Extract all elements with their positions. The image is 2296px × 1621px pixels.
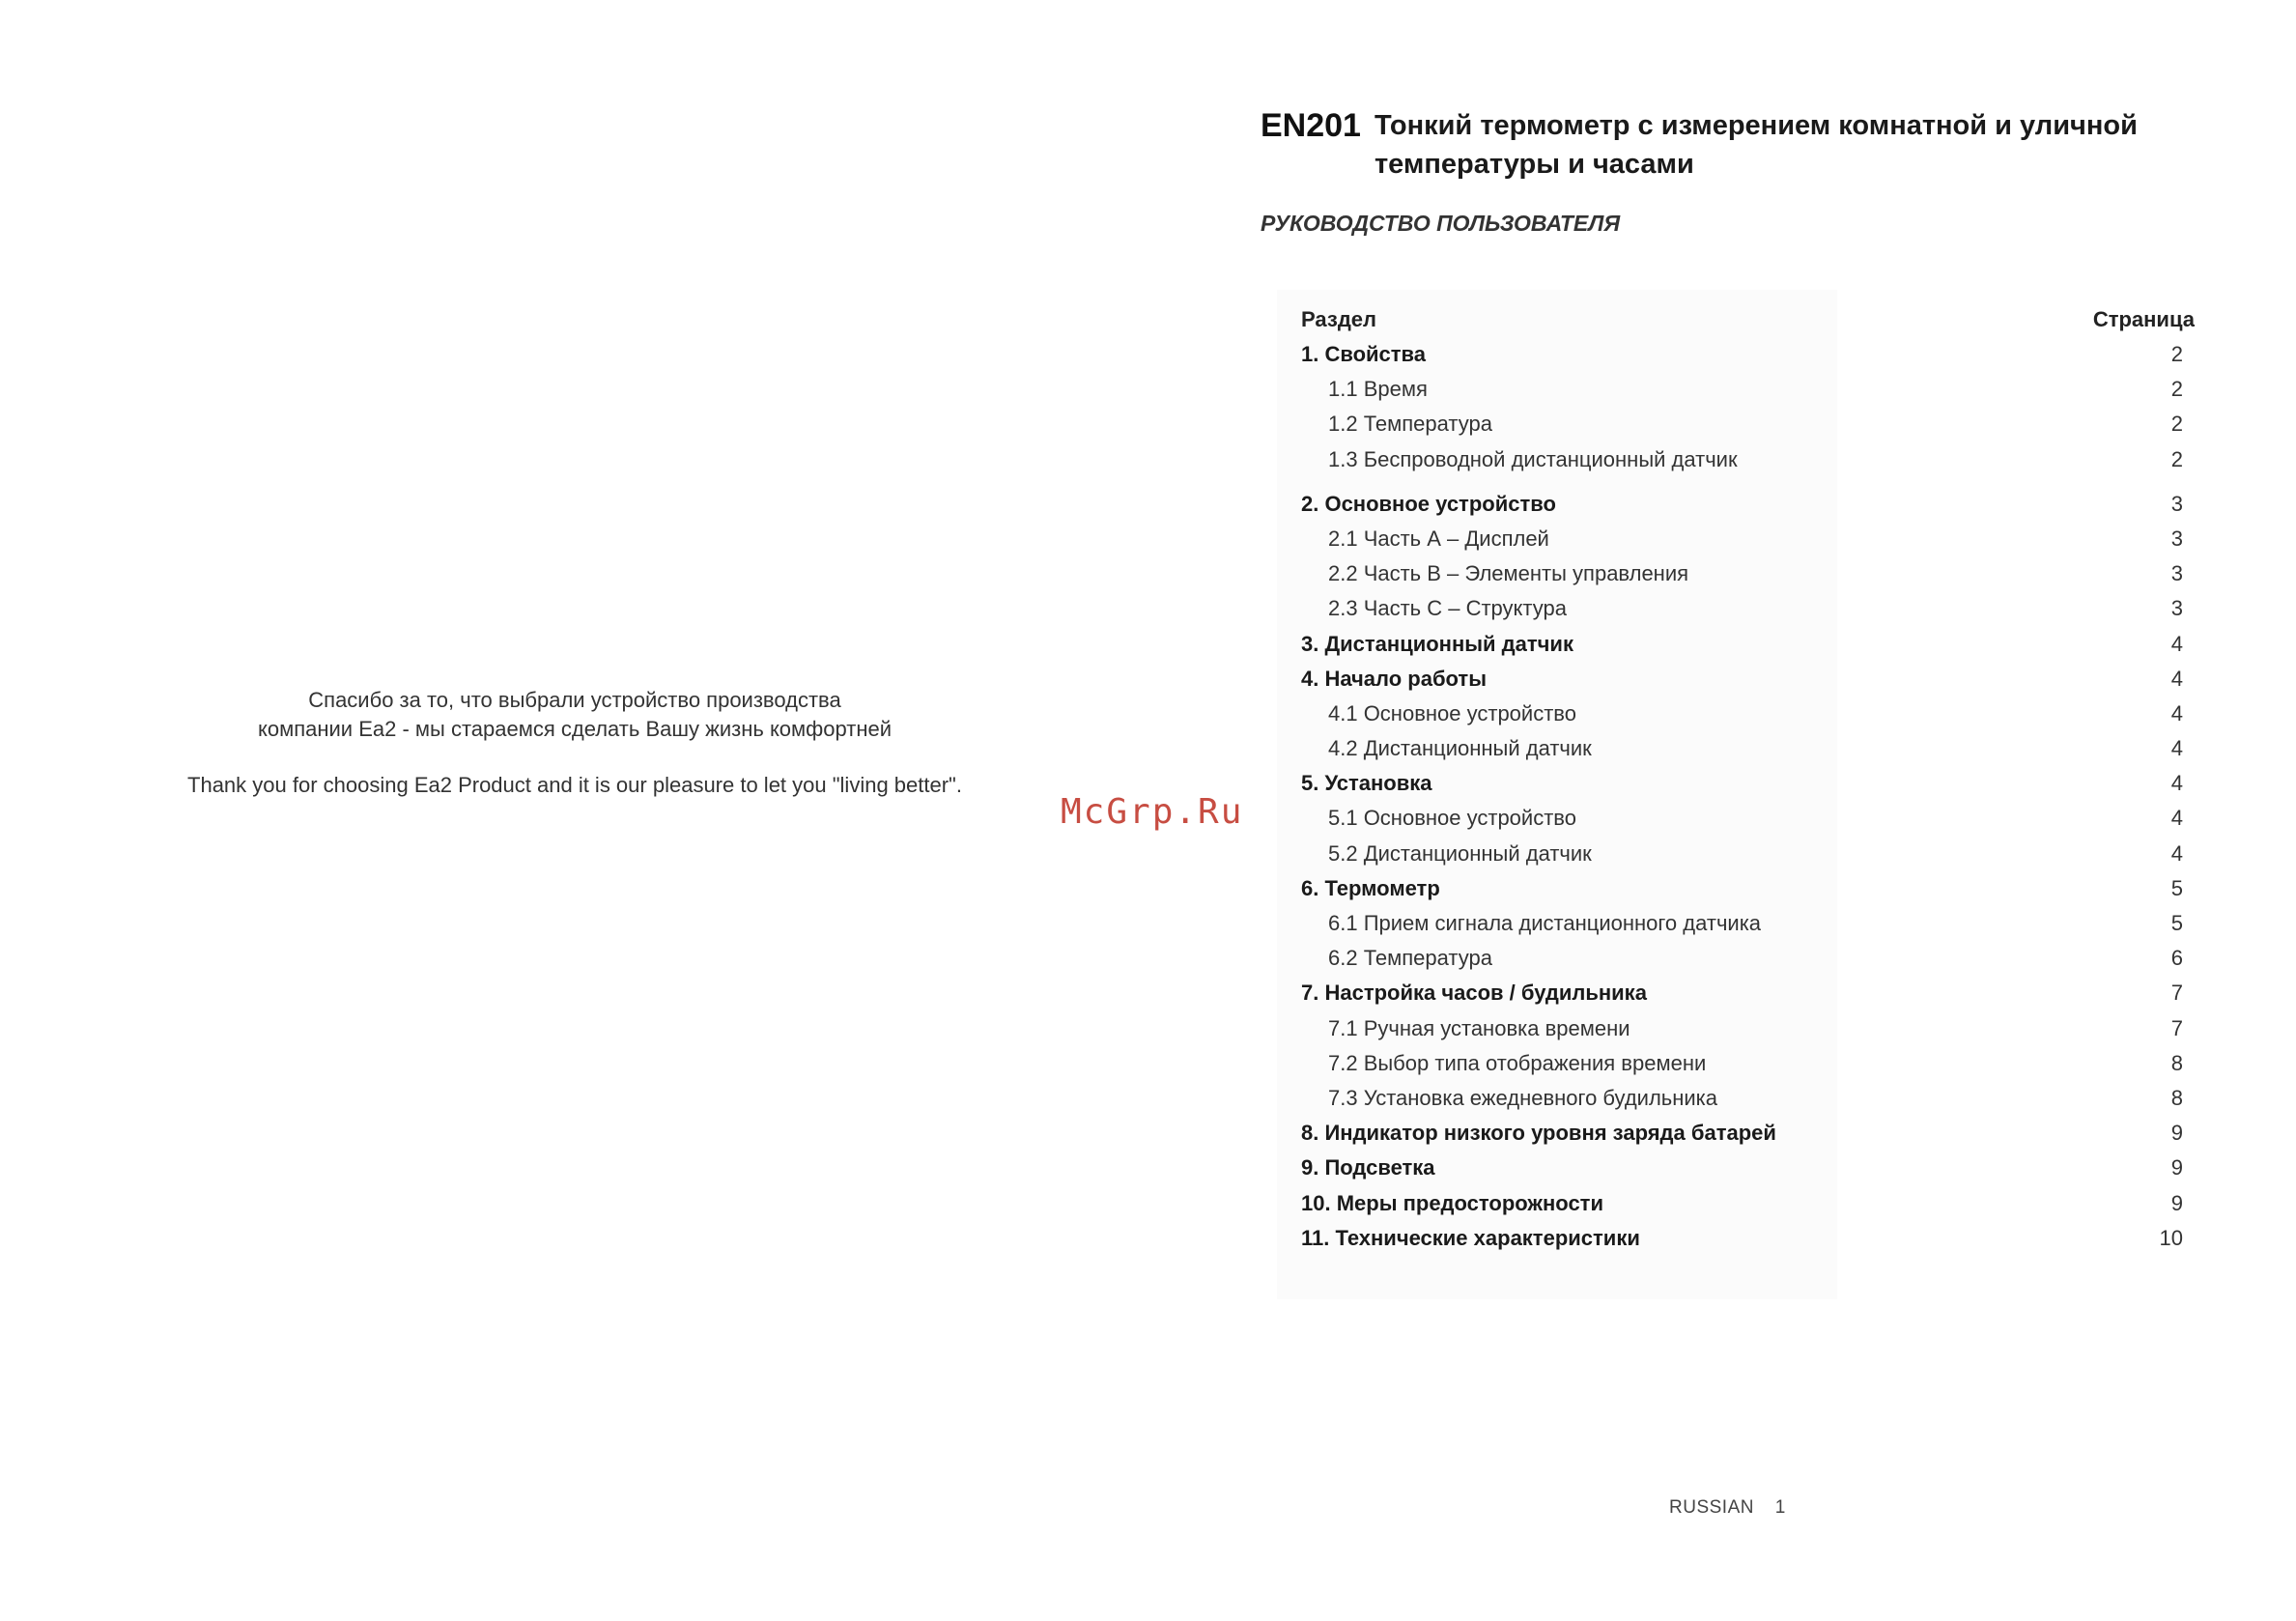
- toc-row-page: 3: [2170, 491, 2183, 516]
- toc-row: [1301, 731, 2195, 766]
- toc-row: [1301, 1116, 2195, 1151]
- toc-row: [1301, 941, 2195, 976]
- footer-page-number: 1: [1774, 1497, 1786, 1518]
- toc-row-page: 2: [2170, 446, 2183, 471]
- toc-row-page: 3: [2170, 561, 2183, 586]
- toc-row-page: 6: [2170, 946, 2183, 971]
- toc-row: [1301, 976, 2195, 1010]
- toc-row-label: 4.2 Дистанционный датчик: [1328, 736, 1592, 761]
- toc-row: [1301, 1081, 2195, 1116]
- toc-row-page: 5: [2170, 875, 2183, 900]
- toc-row: [1301, 487, 2195, 522]
- watermark: McGrp.Ru: [1061, 792, 1244, 832]
- toc-row-page: 7: [2170, 1015, 2183, 1040]
- toc-row-label: 6.1 Прием сигнала дистанционного датчика: [1328, 911, 1762, 935]
- toc-row-page: 4: [2170, 666, 2183, 691]
- toc-row-page: 4: [2170, 736, 2183, 761]
- toc-row-page: 4: [2170, 700, 2183, 725]
- toc-row-label: 8. Индикатор низкого уровня заряда батарей: [1301, 1121, 1776, 1146]
- toc-row-page: 7: [2170, 981, 2183, 1006]
- toc-row: [1301, 837, 2195, 871]
- toc-row-page: 9: [2170, 1155, 2183, 1180]
- toc-header-page: Страница: [2092, 307, 2195, 331]
- toc-row: [1301, 1046, 2195, 1081]
- toc-row: [1301, 522, 2195, 556]
- toc-row-page: 4: [2170, 806, 2183, 831]
- toc-row-label: 3. Дистанционный датчик: [1301, 631, 1573, 656]
- toc-row: [1301, 627, 2195, 662]
- toc-row: [1301, 337, 2195, 372]
- toc-row: [1301, 1221, 2195, 1256]
- toc-row-page: 2: [2170, 412, 2183, 437]
- toc-row: [1301, 871, 2195, 906]
- toc-row-page: 4: [2170, 840, 2183, 866]
- toc-row-page: 2: [2170, 377, 2183, 402]
- toc-header-section: Раздел: [1301, 307, 1376, 331]
- toc-row: [1301, 1151, 2195, 1185]
- toc-header: [1301, 302, 2195, 337]
- toc-row-page: 2: [2170, 342, 2183, 366]
- toc-row-page: 3: [2170, 526, 2183, 551]
- thanks-message: [97, 686, 1053, 800]
- toc-row-label: 2.2 Часть В – Элементы управления: [1328, 561, 1689, 586]
- toc-row-page: 8: [2170, 1050, 2183, 1075]
- toc-row-page: 4: [2170, 631, 2183, 656]
- toc-row-page: 3: [2170, 596, 2183, 621]
- thanks-ru-line-2: компании Ea2 - мы стараемся сделать Вашу жизнь комфортней: [257, 717, 893, 741]
- toc-row-label: 5.1 Основное устройство: [1328, 806, 1576, 831]
- toc-row-label: 5.2 Дистанционный датчик: [1328, 840, 1592, 866]
- toc-row: [1301, 556, 2195, 591]
- toc-row-label: 1.1 Время: [1328, 377, 1428, 402]
- toc-row-label: 6. Термометр: [1301, 875, 1440, 900]
- toc-row-page: 5: [2170, 911, 2183, 935]
- toc-row-page: 9: [2170, 1121, 2183, 1146]
- toc-row-page: 8: [2170, 1085, 2183, 1110]
- thanks-en: Thank you for choosing Ea2 Product and it is our pleasure to let you "living better".: [187, 773, 962, 797]
- toc-row-page: 9: [2170, 1190, 2183, 1215]
- thanks-ru-line-1: Спасибо за то, что выбрали устройство производства: [308, 688, 841, 712]
- toc-row: [1301, 697, 2195, 731]
- toc-row-label: 10. Меры предосторожности: [1301, 1190, 1603, 1215]
- toc-row: [1301, 591, 2195, 626]
- toc-row: [1301, 906, 2195, 941]
- toc-row-label: 2. Основное устройство: [1301, 491, 1556, 516]
- model-number: EN201: [1261, 107, 1361, 144]
- toc-row-label: 11. Технические характеристики: [1301, 1225, 1640, 1250]
- toc-row: [1301, 662, 2195, 697]
- toc-row-label: 7.2 Выбор типа отображения времени: [1328, 1050, 1707, 1075]
- toc-row-page: 4: [2170, 771, 2183, 796]
- toc-row-label: 7. Настройка часов / будильника: [1301, 981, 1647, 1006]
- title-row: [1261, 104, 2215, 184]
- toc-row-label: 5. Установка: [1301, 771, 1432, 796]
- document-title: Тонкий термометр с измерением комнатной и уличной температуры и часами: [1374, 110, 2138, 180]
- toc-row-label: 1.2 Температура: [1328, 412, 1492, 437]
- toc-row-page: 10: [2159, 1225, 2183, 1250]
- toc-row-label: 7.3 Установка ежедневного будильника: [1328, 1085, 1718, 1110]
- toc-row: [1301, 801, 2195, 836]
- toc-row: [1301, 442, 2195, 477]
- toc-row-label: 7.1 Ручная установка времени: [1328, 1015, 1630, 1040]
- toc-row-label: 4.1 Основное устройство: [1328, 700, 1576, 725]
- toc-row-label: 1.3 Беспроводной дистанционный датчик: [1328, 446, 1738, 471]
- toc-rows: [1301, 337, 2195, 1256]
- toc-row: [1301, 372, 2195, 407]
- toc-row-label: 2.1 Часть А – Дисплей: [1328, 526, 1549, 551]
- page-footer: [1669, 1497, 1786, 1519]
- toc-row-label: 4. Начало работы: [1301, 666, 1487, 691]
- document-subtitle: РУКОВОДСТВО ПОЛЬЗОВАТЕЛЯ: [1261, 211, 1621, 236]
- toc-row-label: 1. Свойства: [1301, 342, 1427, 366]
- toc-row: [1301, 766, 2195, 801]
- toc-row: [1301, 1186, 2195, 1221]
- toc-row: [1301, 407, 2195, 441]
- toc-row: [1301, 1011, 2195, 1046]
- footer-language: RUSSIAN: [1669, 1497, 1754, 1518]
- toc-row-label: 6.2 Температура: [1328, 946, 1492, 971]
- toc-row-label: 9. Подсветка: [1301, 1155, 1435, 1180]
- toc-row-label: 2.3 Часть С – Структура: [1328, 596, 1567, 621]
- table-of-contents: [1301, 302, 2195, 1256]
- right-page: [1149, 0, 2296, 1621]
